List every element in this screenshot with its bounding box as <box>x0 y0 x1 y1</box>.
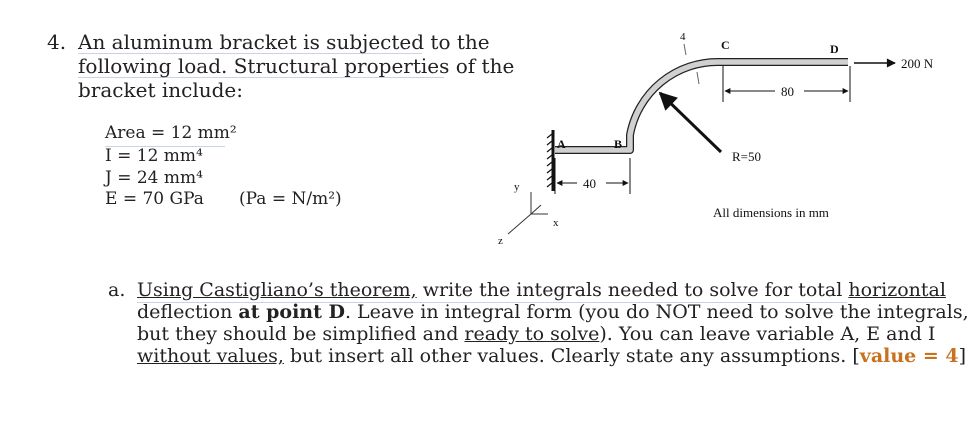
point-b-label: B <box>614 137 623 151</box>
part-a-line-1-mid: write the integrals needed to solve for total <box>416 279 849 301</box>
ready-to-solve-phrase: ready to solve <box>464 323 600 345</box>
axis-x-label: x <box>553 217 559 229</box>
part-a-line-2-post: . Leave in integral form (you do NOT need to solve the integrals, <box>344 301 969 323</box>
radius-label: R=50 <box>732 149 762 164</box>
part-a-line-4 <box>137 345 966 367</box>
property-area: Area = 12 mm² <box>105 123 237 143</box>
point-d-label: D <box>830 42 839 56</box>
part-a-line-3-post: ). You can leave variable A, E and I <box>599 323 936 345</box>
part-a-line-2 <box>137 301 969 323</box>
dimension-40-label: 40 <box>583 176 596 191</box>
radius-line <box>660 93 721 152</box>
force-label: 200 N <box>901 56 934 71</box>
coordinate-axes <box>508 192 548 234</box>
part-a-line-4-post: but insert all other values. Clearly state any assumptions. [ <box>283 345 860 367</box>
value-badge: value = 4 <box>859 345 959 367</box>
property-inertia: I = 12 mm⁴ <box>105 146 203 166</box>
part-a-line-3-pre: but they should be simplified and <box>137 323 465 345</box>
part-a-line-2-pre: deflection <box>137 301 239 323</box>
question-line-3: bracket include: <box>78 78 243 102</box>
point-c-label: C <box>721 38 730 52</box>
property-modulus: E = 70 GPa <box>105 189 204 209</box>
pascal-note: (Pa = N/m²) <box>239 189 342 209</box>
section-mark: 4 <box>680 31 686 43</box>
axis-y-label: y <box>514 181 520 193</box>
part-a-line-4-end: ] <box>958 345 967 367</box>
point-a-label: A <box>557 137 566 151</box>
part-a-line-3 <box>137 323 935 345</box>
part-a-label: a. <box>108 279 126 301</box>
horizontal-word: horizontal <box>848 279 946 301</box>
dimension-80-label: 80 <box>781 84 794 99</box>
dimensions-note: All dimensions in mm <box>713 205 829 220</box>
axis-z-label: z <box>498 235 503 247</box>
point-d-phrase: at point D <box>238 301 345 323</box>
property-polar: J = 24 mm⁴ <box>105 168 203 188</box>
castigliano-phrase: Using Castigliano’s theorem, <box>137 279 417 301</box>
wall-support <box>547 130 553 191</box>
bracket-body <box>555 62 848 150</box>
part-a-line-1 <box>137 279 946 301</box>
question-line-2: following load. Structural properties of the <box>78 54 515 78</box>
question-number: 4. <box>47 30 67 54</box>
without-values-phrase: without values, <box>137 345 284 367</box>
question-line-1: An aluminum bracket is subjected to the <box>78 30 490 54</box>
